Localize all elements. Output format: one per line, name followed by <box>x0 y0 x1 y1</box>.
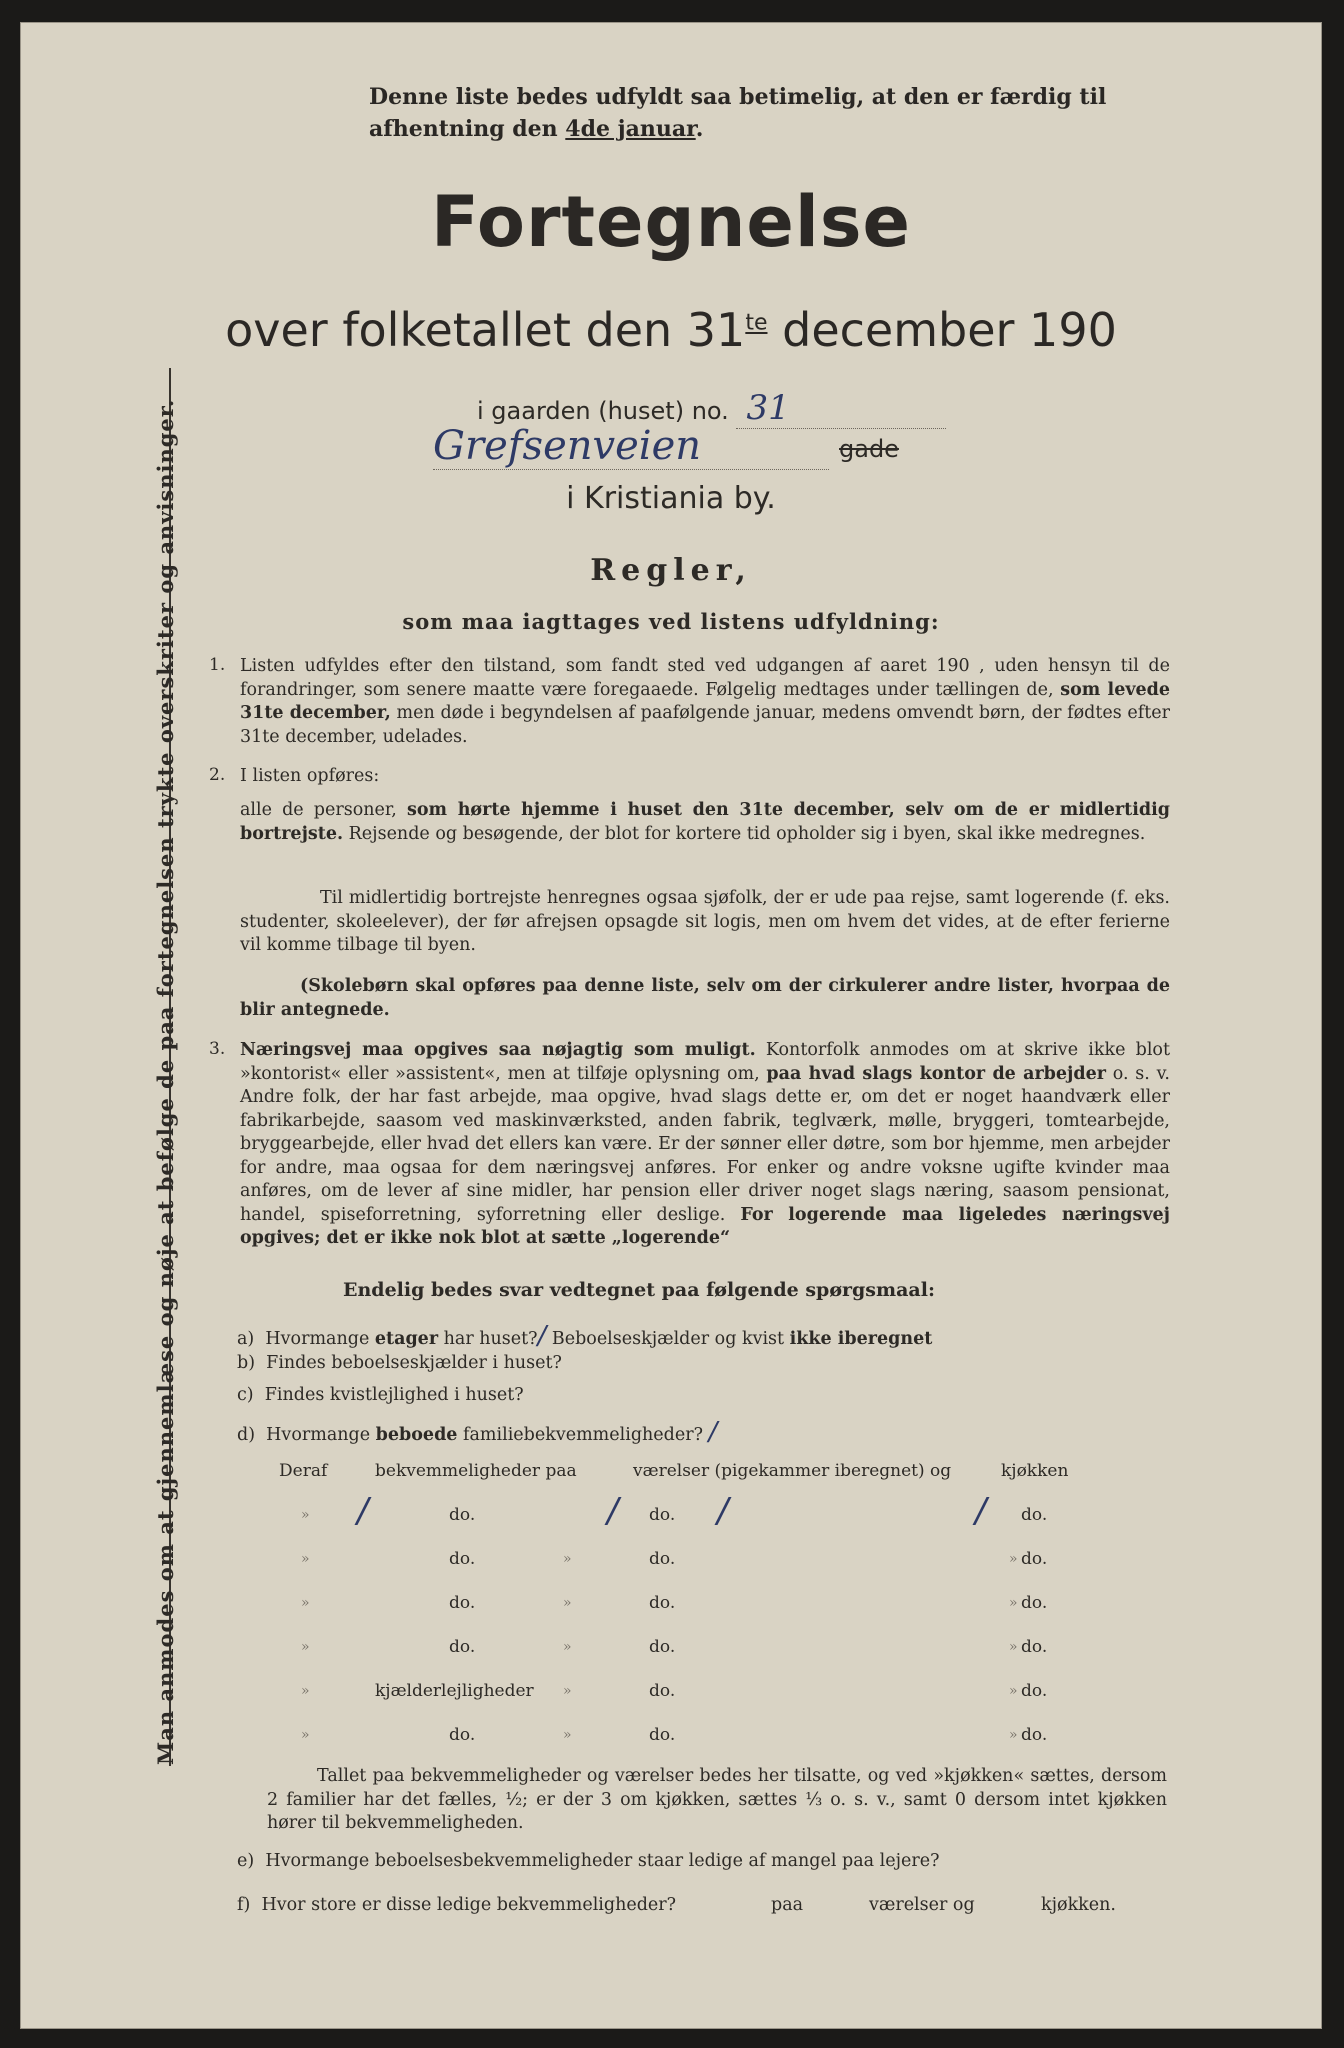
table-row-2-arrow-3: » <box>1009 1551 1018 1567</box>
table-row-6-arrow-2: » <box>563 1727 572 1743</box>
city-line: i Kristiania by. <box>566 481 776 516</box>
house-number-field[interactable]: 31 <box>736 388 946 429</box>
question-d-text-2: familiebekvemmeligheder? <box>457 1425 703 1445</box>
rule-3-part-b: Kontorfolk anmodes om at skrive ikke blot »kontorist« eller »assistent«, men at tilføje oplysning om, <box>240 1040 1170 1084</box>
rule-3-bold-a: Næringsvej maa opgives saa nøjagtig som muligt. <box>240 1040 756 1060</box>
question-d-bold: beboede <box>375 1425 458 1445</box>
form-subtitle <box>21 303 1321 357</box>
rule-1-part-a: Listen udfyldes efter den tilstand, som fandt sted ved udgangen af aaret 190 , uden hensyn til de forandringer, som senere maatte være foregaaede. Følgelig medtages under tællingen de, <box>240 656 1170 700</box>
table-row-1-do-3: do. <box>1021 1505 1048 1525</box>
notice-suffix: . <box>695 116 704 142</box>
rule-1-text <box>240 655 1170 749</box>
question-f-kjokken: kjøkken. <box>1041 1895 1116 1915</box>
house-number-label: i gaarden (huset) no. <box>477 397 729 425</box>
table-row-6-arrow-3: » <box>1009 1727 1018 1743</box>
table-row-6-do-1: do. <box>449 1725 476 1745</box>
table-row-6-do-3: do. <box>1021 1725 1048 1745</box>
question-a-text-2: har huset? <box>438 1329 538 1349</box>
question-d-label: d) <box>237 1425 256 1445</box>
table-row-3-do-2: do. <box>649 1593 676 1613</box>
table-row-4-arrow: » <box>301 1639 310 1655</box>
question-a-text-3: Beboelseskjælder og kvist <box>546 1329 790 1349</box>
table-row-1-mark-4[interactable]: / <box>975 1491 987 1531</box>
question-a-label: a) <box>237 1329 255 1349</box>
table-row-5-arrow: » <box>301 1683 310 1699</box>
table-row-4-arrow-2: » <box>563 1639 572 1655</box>
question-c <box>237 1385 524 1405</box>
question-f-text: Hvor store er disse ledige bekvemmeligheder? <box>261 1895 677 1915</box>
question-e-label: e) <box>237 1851 255 1871</box>
rule-3-bold-c: paa hvad slags kontor de arbejder <box>766 1063 1106 1084</box>
table-header-deraf: Deraf <box>279 1461 328 1481</box>
table-row-1-mark-1[interactable]: / <box>357 1491 369 1531</box>
rule-1-part-c: men døde i begyndelsen af paafølgende januar, medens omvendt børn, der fødtes efter 31te december, udelades. <box>240 703 1171 747</box>
rules-subtitle: som maa iagttages ved listens udfyldning: <box>402 609 940 634</box>
rule-1-number: 1. <box>209 655 226 675</box>
subtitle-sup: te <box>745 310 768 336</box>
table-row-1-mark-3[interactable]: / <box>717 1491 729 1531</box>
table-row-2-do-1: do. <box>449 1549 476 1569</box>
table-row-1-mark-2[interactable]: / <box>607 1491 619 1531</box>
table-row-3-arrow-2: » <box>563 1595 572 1611</box>
question-a <box>237 1321 932 1351</box>
question-f-label: f) <box>237 1895 251 1915</box>
table-row-2-do-2: do. <box>649 1549 676 1569</box>
pickup-notice <box>369 81 1169 145</box>
table-header-kjokken: kjøkken <box>1001 1461 1069 1481</box>
rule-3-bold-e: For logerende maa ligeledes næringsvej opgives; det er ikke nok blot at sætte „logerende“ <box>240 1204 1170 1248</box>
table-row-3-arrow: » <box>301 1595 310 1611</box>
question-f-vaerelser: værelser og <box>869 1895 975 1915</box>
question-d-text: Hvormange <box>266 1425 376 1445</box>
table-row-3-do-1: do. <box>449 1593 476 1613</box>
notice-date: 4de januar <box>565 116 696 142</box>
table-header-bekvemmeligheder: bekvemmeligheder paa <box>375 1461 577 1481</box>
census-form <box>20 22 1322 2029</box>
table-row-1-do-1: do. <box>449 1505 476 1525</box>
table-row-2-do-3: do. <box>1021 1549 1048 1569</box>
question-f-paa: paa <box>771 1895 804 1915</box>
street-line <box>433 423 829 470</box>
question-b-text: Findes beboelseskjælder i huset? <box>266 1353 562 1373</box>
question-a-bold: etager <box>374 1329 439 1349</box>
question-a-answer[interactable]: / <box>537 1321 547 1351</box>
rule-3-number: 3. <box>209 1039 226 1059</box>
table-row-2-arrow: » <box>301 1551 310 1567</box>
rule-2-number: 2. <box>209 765 226 785</box>
rule-2-heading: I listen opføres: <box>240 766 380 786</box>
question-a-bold-2: ikke iberegnet <box>789 1329 933 1349</box>
table-row-4-do-2: do. <box>649 1637 676 1657</box>
question-c-text: Findes kvistlejlighed i huset? <box>264 1385 524 1405</box>
question-c-label: c) <box>237 1385 254 1405</box>
table-row-6-do-2: do. <box>649 1725 676 1745</box>
notice-line-1: Denne liste bedes udfyldt saa betimelig, at den er færdig til <box>369 84 1107 110</box>
question-b <box>237 1353 562 1373</box>
tallet-note: Tallet paa bekvemmeligheder og værelser bedes her tilsatte, og ved »kjøkken« sættes, dersom 2 familier har det fælles, ½; er der 3 om kjøkken, sættes ⅓ o. s. v., samt 0 dersom intet kjøkken hører til bekvemmeligheden. <box>267 1766 1167 1833</box>
table-row-5-arrow-3: » <box>1009 1683 1018 1699</box>
table-row-5-kjaelder: kjælderlejligheder <box>375 1681 534 1701</box>
rule-2-paragraph-2: Til midlertidig bortrejste henregnes ogsaa sjøfolk, der er ude paa rejse, samt logerende (f. eks. studenter, skoleelever), der før afrejsen opsagde sit logis, men om hvem det vides, at de efter ferierne vil komme tilbage til byen. <box>240 888 1170 955</box>
table-row-6-arrow: » <box>301 1727 310 1743</box>
table-row-1-do-2: do. <box>649 1505 676 1525</box>
table-row-4-do-3: do. <box>1021 1637 1048 1657</box>
question-a-text: Hvormange <box>265 1329 375 1349</box>
rule-2-paragraph-3: (Skolebørn skal opføres paa denne liste, selv om der cirkulerer andre lister, hvorpaa de blir antegnede. <box>240 976 1170 1020</box>
table-row-5-arrow-2: » <box>563 1683 572 1699</box>
questions-intro: Endelig bedes svar vedtegnet paa følgende spørgsmaal: <box>343 1279 935 1301</box>
rule-1-bold: som levede 31te december, <box>240 679 1170 723</box>
table-row-5-do-2: do. <box>649 1681 676 1701</box>
question-e <box>237 1851 939 1871</box>
subtitle-text: over folketallet den 31 <box>225 303 746 357</box>
question-b-label: b) <box>237 1353 256 1373</box>
table-row-4-do-1: do. <box>449 1637 476 1657</box>
table-row-4-arrow-3: » <box>1009 1639 1018 1655</box>
side-instruction: Man anmodes om at gjennemlæse og nøje at befølge de paa fortegnelsen trykte overskriter og anvisninger. <box>153 398 178 1765</box>
table-header-vaerelser: værelser (pigekammer iberegnet) og <box>633 1461 952 1481</box>
subtitle-year: december 190 <box>767 303 1117 357</box>
gade-label: gade <box>839 435 899 463</box>
question-e-text: Hvormange beboelsesbekvemmeligheder staar ledige af mangel paa lejere? <box>265 1851 940 1871</box>
rule-2-text <box>240 799 1170 846</box>
question-d <box>237 1417 717 1447</box>
table-row-3-do-3: do. <box>1021 1593 1048 1613</box>
rule-2-part-a: alle de personer, <box>240 800 407 820</box>
table-row-2-arrow-2: » <box>563 1551 572 1567</box>
rule-3-text <box>240 1039 1170 1251</box>
table-row-5-do-3: do. <box>1021 1681 1048 1701</box>
question-d-answer[interactable]: / <box>708 1417 718 1447</box>
table-row-1-arrow: » <box>301 1507 310 1523</box>
form-title: Fortegnelse <box>430 181 912 263</box>
rules-title: Regler, <box>590 553 752 588</box>
street-field[interactable]: Grefsenveien <box>433 423 829 470</box>
rule-2-bold: som hørte hjemme i huset den 31te december, selv om de er midlertidig bortrejste. <box>240 800 1170 844</box>
notice-line-2: afhentning den <box>369 116 566 142</box>
rule-2-part-c: Rejsende og besøgende, der blot for kortere tid opholder sig i byen, skal ikke medregnes. <box>343 823 1146 844</box>
rule-3-part-d: o. s. v. Andre folk, der har fast arbejde, maa opgive, hvad slags dette er, om det er noget haandværk eller fabrikarbejde, saasom ved maskinværksted, anden fabrik, teglværk, mølle, bryggeri, tomtearbejde, bryggearbejde, eller hvad det ellers kan være. Er der sønner eller døtre, som bor hjemme, men arbejder for andre, maa ogsaa for dem næringsvej anføres. For enker og andre voksne ugifte kvinder maa anføres, om de lever af sine midler, har pension eller driver noget slags næring, saasom pensionat, handel, spiseforretning, syforretning eller deslige. <box>240 1063 1170 1225</box>
question-f <box>237 1895 676 1915</box>
table-row-3-arrow-3: » <box>1009 1595 1018 1611</box>
